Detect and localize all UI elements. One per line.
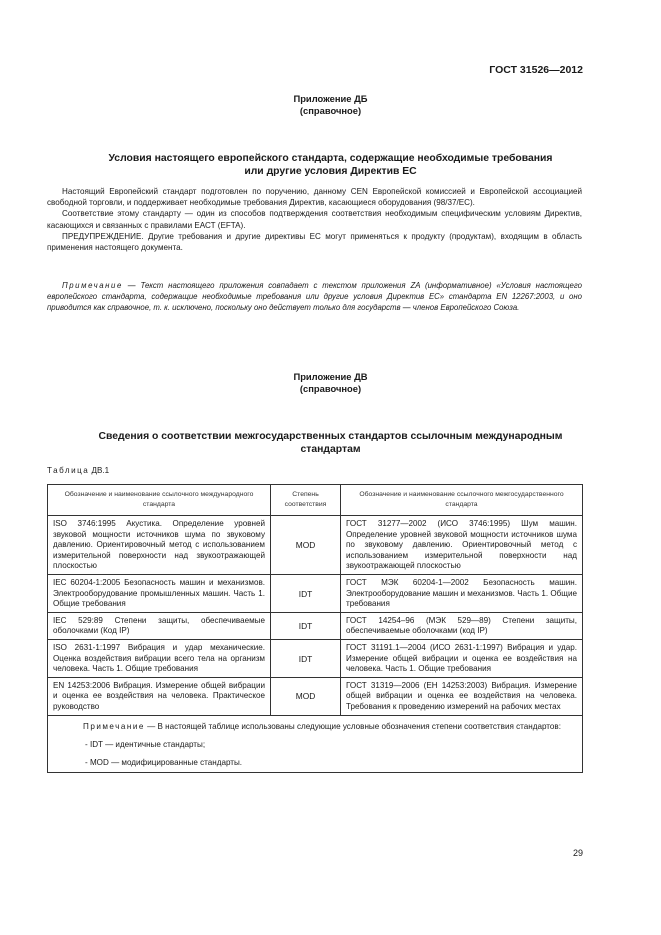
note-text: — Текст настоящего приложения совпадает с текстом приложения ZA (информативное) «Условия настоящего европейского стандарта, содержащие необходимые требования или другие условия Директив ЕС» стандарта EN 12267:2003, и оно приводится как справочное, т. к. исключено, поскольку оно действует только для государств — членов Европейского Союза. [47, 281, 582, 313]
appendix-db-title: Приложение ДБ [293, 93, 368, 104]
table-row [48, 574, 583, 612]
cell-national: ГОСТ 31191.1—2004 (ИСО 2631-1:1997) Вибрация и удар. Измерение общей вибрации и оценка ее воздействия на человека. Часть 1. Общие требования [341, 639, 583, 677]
cell-degree: IDT [271, 639, 341, 677]
body-paragraph-2: Соответствие этому стандарту — один из способов подтверждения соответствия необходимым специфическим условиям Директив, касающихся и связанных с правилами ЕАСТ (EFTA). [47, 209, 582, 230]
cell-international: EN 14253:2006 Вибрация. Измерение общей вибрации и оценка ее воздействия на человека. Практическое руководство [48, 677, 271, 715]
cell-national: ГОСТ МЭК 60204-1—2002 Безопасность машин. Электрооборудование машин и механизмов. Часть 1. Общие требования [341, 574, 583, 612]
appendix-db-heading-line1: Условия настоящего европейского стандарта, содержащие необходимые требования [108, 153, 553, 164]
appendix-dv-heading-line2: стандартам [300, 444, 361, 455]
appendix-db-heading-line2: или другие условия Директив ЕС [244, 166, 417, 177]
cell-international: ISO 2631-1:1997 Вибрация и удар механические. Оценка воздействия вибрации всего тела на организм человека. Часть 1. Общие требования [48, 639, 271, 677]
cell-degree: MOD [271, 677, 341, 715]
document-id: ГОСТ 31526—2012 [489, 64, 583, 76]
note-label: Примечание [62, 281, 123, 290]
cell-international: ISO 3746:1995 Акустика. Определение уровней звуковой мощности источников шума по звуковому давлению. Ориентировочный метод с использованием измерительной поверхности над звукоотражающей плоскостью [48, 516, 271, 575]
table-row [48, 612, 583, 639]
table-header-row [48, 485, 583, 516]
header-international: Обозначение и наименование ссылочного международного стандарта [48, 485, 271, 516]
page-number: 29 [572, 848, 583, 858]
cell-degree: IDT [271, 612, 341, 639]
body-paragraph-3: ПРЕДУПРЕЖДЕНИЕ. Другие требования и другие директивы ЕС могут применяться к продукту (продуктам), входящим в область применения настоящего документа. [47, 231, 582, 253]
appendix-db-note [47, 280, 582, 314]
table-row [48, 639, 583, 677]
header-degree: Степень соответствия [271, 485, 341, 516]
cell-national: ГОСТ 31319—2006 (ЕН 14253:2003) Вибрация. Измерение общей вибрации и оценка ее воздействия на человека. Требования к проведению измерений на рабочих местах [341, 677, 583, 715]
appendix-dv-heading-line1: Сведения о соответствии межгосударственных стандартов ссылочным международным [98, 431, 563, 442]
cell-national: ГОСТ 31277—2002 (ИСО 3746:1995) Шум машин. Определение уровней звуковой мощности источников шума по звуковому давлению. Ориентировочный метод с использованием измерительной поверхности над звукоотражающей плоскостью [341, 516, 583, 575]
table-note [48, 715, 583, 772]
table-row [48, 516, 583, 575]
table-note-item-mod: - MOD — модифицированные стандарты. [85, 757, 243, 767]
cell-degree: MOD [271, 516, 341, 575]
cell-international: IEC 529:89 Степени защиты, обеспечиваемые оболочками (Код IP) [48, 612, 271, 639]
table-note-item-idt: - IDT — идентичные стандарты; [85, 739, 206, 749]
header-national: Обозначение и наименование ссылочного межгосударственного стандарта [341, 485, 583, 516]
appendix-dv-title: Приложение ДВ [293, 371, 368, 382]
table-caption-label: Таблица [47, 466, 90, 475]
table-caption-number: ДВ.1 [89, 466, 110, 475]
table-note-label: Примечание [83, 721, 145, 731]
standards-table [47, 484, 583, 773]
body-paragraph-1: Настоящий Европейский стандарт подготовлен по поручению, данному CEN Европейской комиссией и Европейской ассоциацией свободной торговли, и поддерживает необходимые требования Директив, касающиеся оборудования (98/37/EC). [47, 187, 582, 208]
appendix-dv-subtitle: (справочное) [299, 383, 362, 394]
table-note-intro [53, 721, 577, 732]
cell-degree: IDT [271, 574, 341, 612]
table-caption [47, 466, 109, 475]
table-note-text: — В настоящей таблице использованы следующие условные обозначения степени соответствия стандартов: [144, 721, 561, 731]
cell-international: IEC 60204-1:2005 Безопасность машин и механизмов. Электрооборудование промышленных машин. Часть 1. Общие требования [48, 574, 271, 612]
cell-national: ГОСТ 14254–96 (МЭК 529—89) Степени защиты, обеспечиваемые оболочками (код IP) [341, 612, 583, 639]
appendix-db-body [47, 186, 582, 253]
table-note-row [48, 715, 583, 772]
table-row [48, 677, 583, 715]
appendix-db-subtitle: (справочное) [299, 105, 362, 116]
